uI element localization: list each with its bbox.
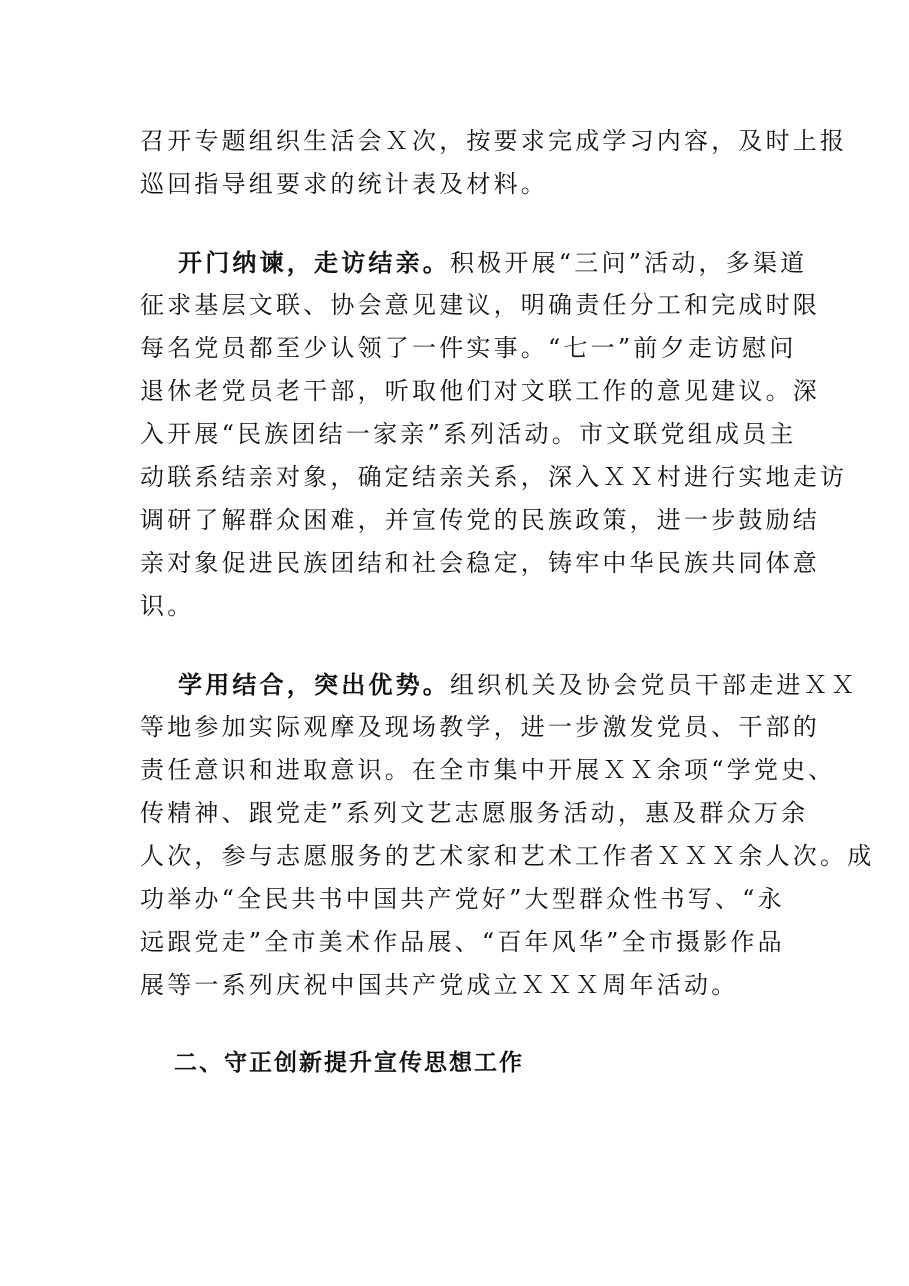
text-line: 展等一系列庆祝中国共产党成立ＸＸＸ周年活动。 bbox=[140, 971, 739, 999]
text-run: 组织机关及协会党员干部走进ＸＸ bbox=[450, 671, 858, 699]
text-line: 每名党员都至少认领了一件实事。“七一”前夕走访慰问 bbox=[140, 334, 797, 362]
paragraph-lead: 开门纳谏，走访结亲。 bbox=[178, 248, 450, 277]
text-line: 召开专题组织生活会Ｘ次，按要求完成学习内容，及时上报 bbox=[140, 127, 848, 155]
text-line: 功举办“全民共书中国共产党好”大型群众性书写、“永 bbox=[140, 885, 785, 913]
text-line bbox=[140, 241, 808, 284]
paragraph-3 bbox=[140, 663, 875, 1007]
document-page bbox=[140, 120, 875, 1085]
text-line: 退休老党员老干部，听取他们对文联工作的意见建议。深 bbox=[140, 377, 820, 405]
text-line: 识。 bbox=[140, 592, 195, 620]
paragraph-lead: 学用结合，突出优势。 bbox=[178, 670, 450, 699]
text-line: 传精神、跟党走”系列文艺志愿服务活动，惠及群众万余 bbox=[140, 799, 809, 827]
paragraph-2 bbox=[140, 241, 848, 628]
text-line: 责任意识和进取意识。在全市集中开展ＸＸ余项“学党史、 bbox=[140, 756, 836, 784]
text-line: 等地参加实际观摩及现场教学，进一步激发党员、干部的 bbox=[140, 713, 820, 741]
text-line bbox=[140, 663, 858, 706]
text-line: 入开展“民族团结一家亲”系列活动。市文联党组成员主 bbox=[140, 420, 797, 448]
text-line: 征求基层文联、协会意见建议，明确责任分工和完成时限 bbox=[140, 291, 820, 319]
text-line: 亲对象促进民族团结和社会稳定，铸牢中华民族共同体意 bbox=[140, 549, 820, 577]
section-heading: 二、守正创新提升宣传思想工作 bbox=[174, 1050, 524, 1076]
text-run: 积极开展“三问”活动，多渠道 bbox=[450, 249, 808, 277]
paragraph-1 bbox=[140, 120, 848, 206]
text-line: 远跟党走”全市美术作品展、“百年风华”全市摄影作品 bbox=[140, 928, 785, 956]
text-line: 调研了解群众困难，并宣传党的民族政策，进一步鼓励结 bbox=[140, 506, 820, 534]
text-line: 动联系结亲对象，确定结亲关系，深入ＸＸ村进行实地走访 bbox=[140, 463, 848, 491]
text-line: 人次，参与志愿服务的艺术家和艺术工作者ＸＸＸ余人次。成 bbox=[140, 842, 875, 870]
text-line: 巡回指导组要求的统计表及材料。 bbox=[140, 170, 548, 198]
